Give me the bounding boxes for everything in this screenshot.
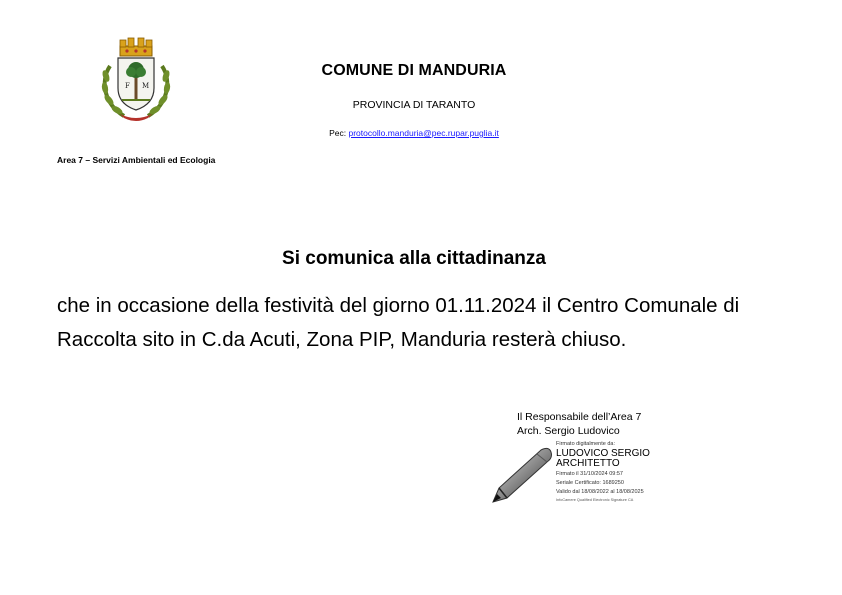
signatory-role: Il Responsabile dell’Area 7 <box>517 411 642 423</box>
signature-signed-by-label: Firmato digitalmente da: <box>556 441 615 447</box>
crest-letter-f: F <box>125 82 130 90</box>
signature-validity: Valido dal 18/08/2022 al 18/08/2025 <box>556 489 644 495</box>
department-label: Area 7 – Servizi Ambientali ed Ecologia <box>57 155 216 165</box>
signature-date: Firmato il 31/10/2024 09:57 <box>556 471 623 477</box>
pec-email-link[interactable]: protocollo.manduria@pec.rupar.puglia.it <box>348 128 499 138</box>
municipality-title: COMUNE DI MANDURIA <box>321 62 507 79</box>
signature-signer: LUDOVICO SERGIO ARCHITETTO <box>556 448 650 469</box>
municipal-crest-logo <box>98 36 174 122</box>
pen-icon <box>489 444 555 506</box>
province-subtitle: PROVINCIA DI TARANTO <box>352 99 476 111</box>
signature-serial: Seriale Certificato: 1689250 <box>556 480 624 486</box>
crest-letter-m: M <box>142 82 150 90</box>
notice-title: Si comunica alla cittadinanza <box>282 248 546 269</box>
notice-body: che in occasione della festività del giorno 01.11.2024 il Centro Comunale di Raccolta sito in C.da Acuti, Zona PIP, Manduria resterà chiuso. <box>57 294 740 351</box>
pec-label: Pec: <box>329 128 349 138</box>
pec-line <box>290 128 538 138</box>
signatory-name: Arch. Sergio Ludovico <box>517 425 620 437</box>
signature-ca: InfoCamere Qualified Electronic Signature CA <box>556 498 634 502</box>
